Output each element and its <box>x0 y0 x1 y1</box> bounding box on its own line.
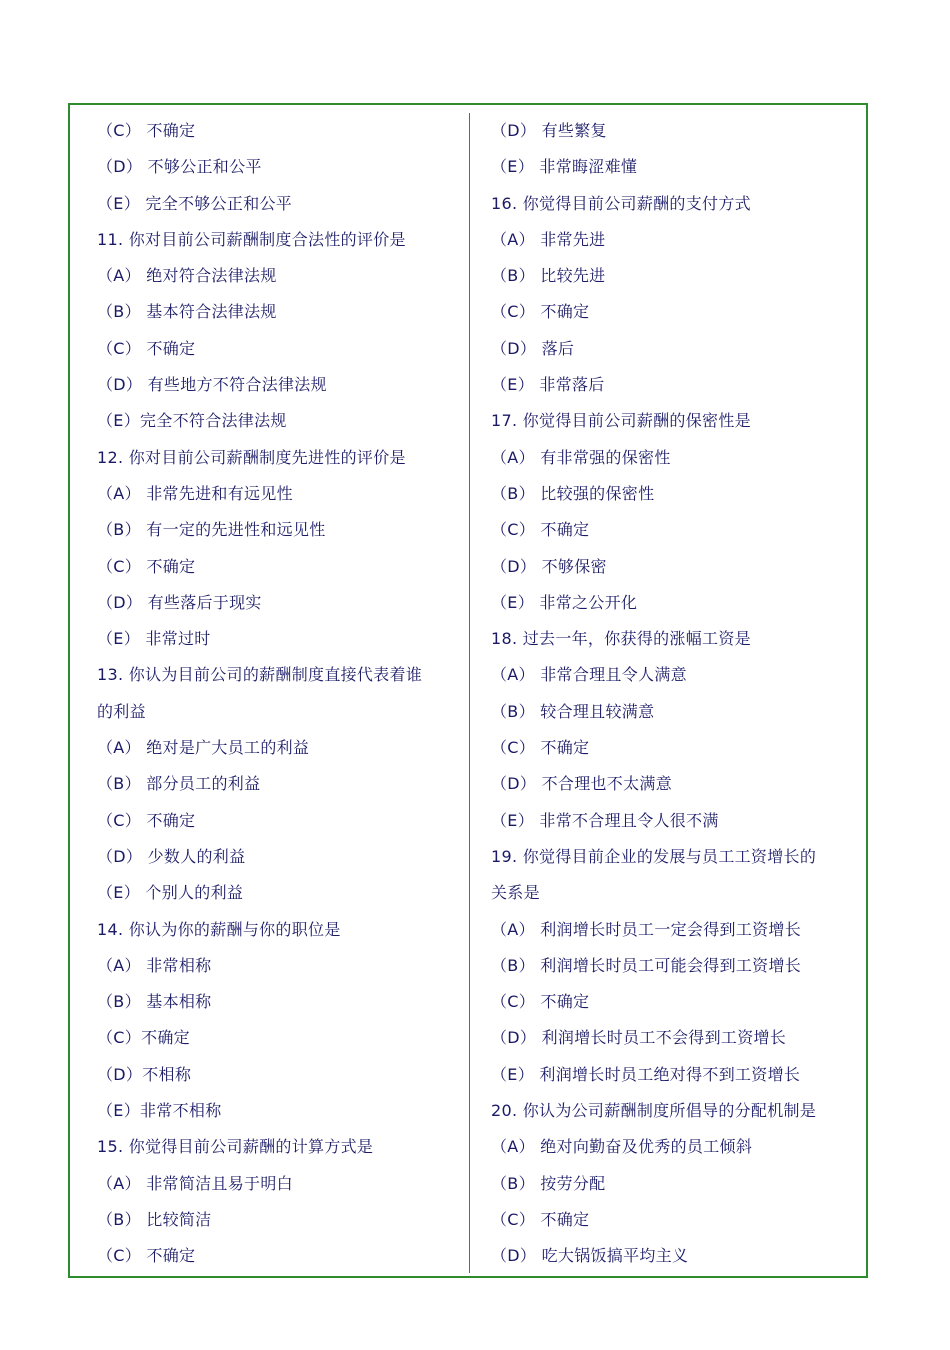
question-line: （B） 较合理且较满意 <box>491 701 655 721</box>
question-line: （A） 绝对符合法律法规 <box>97 266 277 286</box>
question-line: （A） 利润增长时员工一定会得到工资增长 <box>491 919 802 939</box>
question-line: （C） 不确定 <box>97 810 196 830</box>
question-line: （A） 非常合理且令人满意 <box>491 665 687 685</box>
question-line: （D）不相称 <box>97 1064 192 1084</box>
question-line: 18. 过去一年，你获得的涨幅工资是 <box>491 629 751 649</box>
left-column <box>97 113 467 1275</box>
question-line: （E） 非常落后 <box>491 375 605 395</box>
question-line: （D） 吃大锅饭搞平均主义 <box>491 1246 689 1266</box>
question-line: （D） 不够保密 <box>491 556 607 576</box>
question-line: （C） 不确定 <box>97 556 196 576</box>
question-line: （E） 利润增长时员工绝对得不到工资增长 <box>491 1064 801 1084</box>
question-line: 关系是 <box>491 883 540 903</box>
question-line: （A） 绝对是广大员工的利益 <box>97 738 310 758</box>
question-line: （A） 非常简洁且易于明白 <box>97 1173 293 1193</box>
question-line: （B） 部分员工的利益 <box>97 774 261 794</box>
question-line: 15. 你觉得目前公司薪酬的计算方式是 <box>97 1137 374 1157</box>
question-line: （B） 比较简洁 <box>97 1209 212 1229</box>
question-line: （D） 有些繁复 <box>491 121 607 140</box>
question-line: （E） 非常过时 <box>97 629 211 649</box>
question-line: （B） 利润增长时员工可能会得到工资增长 <box>491 955 802 975</box>
question-line: （B） 比较强的保密性 <box>491 483 655 503</box>
question-line: （E）非常不相称 <box>97 1101 222 1121</box>
question-line: （D） 有些地方不符合法律法规 <box>97 375 327 395</box>
question-line: （E） 完全不够公正和公平 <box>97 193 293 213</box>
question-line: 11. 你对目前公司薪酬制度合法性的评价是 <box>97 229 406 249</box>
question-line: （D） 落后 <box>491 338 575 358</box>
question-line: 13. 你认为目前公司的薪酬制度直接代表着谁 <box>97 665 423 685</box>
question-line: （B） 按劳分配 <box>491 1173 606 1193</box>
question-line: （B） 基本符合法律法规 <box>97 302 277 322</box>
question-line: （A） 非常相称 <box>97 955 212 975</box>
question-line: 16. 你觉得目前公司薪酬的支付方式 <box>491 193 751 213</box>
question-line: （E） 个别人的利益 <box>97 883 244 903</box>
right-column <box>491 113 861 1275</box>
question-line: （E）完全不符合法律法规 <box>97 411 287 431</box>
column-divider <box>469 113 470 1273</box>
question-line: （C） 不确定 <box>491 738 590 758</box>
question-line: （C） 不确定 <box>97 1246 196 1266</box>
question-line: （D） 少数人的利益 <box>97 846 246 866</box>
question-line: （C） 不确定 <box>97 121 196 140</box>
question-line: （B） 有一定的先进性和远见性 <box>97 520 326 540</box>
question-line: （C） 不确定 <box>491 302 590 322</box>
question-line: （B） 基本相称 <box>97 992 212 1012</box>
question-line: （A） 有非常强的保密性 <box>491 447 671 467</box>
question-line: （E） 非常晦涩难懂 <box>491 157 638 177</box>
question-line: （C） 不确定 <box>491 1209 590 1229</box>
question-line: （E） 非常之公开化 <box>491 592 638 612</box>
question-line: （C）不确定 <box>97 1028 190 1048</box>
question-line: 14. 你认为你的薪酬与你的职位是 <box>97 919 341 939</box>
question-line: （D） 有些落后于现实 <box>97 592 262 612</box>
question-line: （E） 非常不合理且令人很不满 <box>491 810 719 830</box>
question-line: （C） 不确定 <box>491 992 590 1012</box>
question-line: （D） 利润增长时员工不会得到工资增长 <box>491 1028 787 1048</box>
question-line: （D） 不够公正和公平 <box>97 157 262 177</box>
question-line: （B） 比较先进 <box>491 266 606 286</box>
question-line: （D） 不合理也不太满意 <box>491 774 673 794</box>
question-line: （A） 绝对向勤奋及优秀的员工倾斜 <box>491 1137 753 1157</box>
question-line: （C） 不确定 <box>97 338 196 358</box>
question-line: 的利益 <box>97 701 146 721</box>
question-line: 12. 你对目前公司薪酬制度先进性的评价是 <box>97 447 406 467</box>
question-line: 19. 你觉得目前企业的发展与员工工资增长的 <box>491 846 817 866</box>
question-line: 17. 你觉得目前公司薪酬的保密性是 <box>491 411 751 431</box>
question-line: （A） 非常先进和有远见性 <box>97 483 293 503</box>
question-line: （C） 不确定 <box>491 520 590 540</box>
question-line: 20. 你认为公司薪酬制度所倡导的分配机制是 <box>491 1101 817 1121</box>
question-line: （A） 非常先进 <box>491 229 606 249</box>
